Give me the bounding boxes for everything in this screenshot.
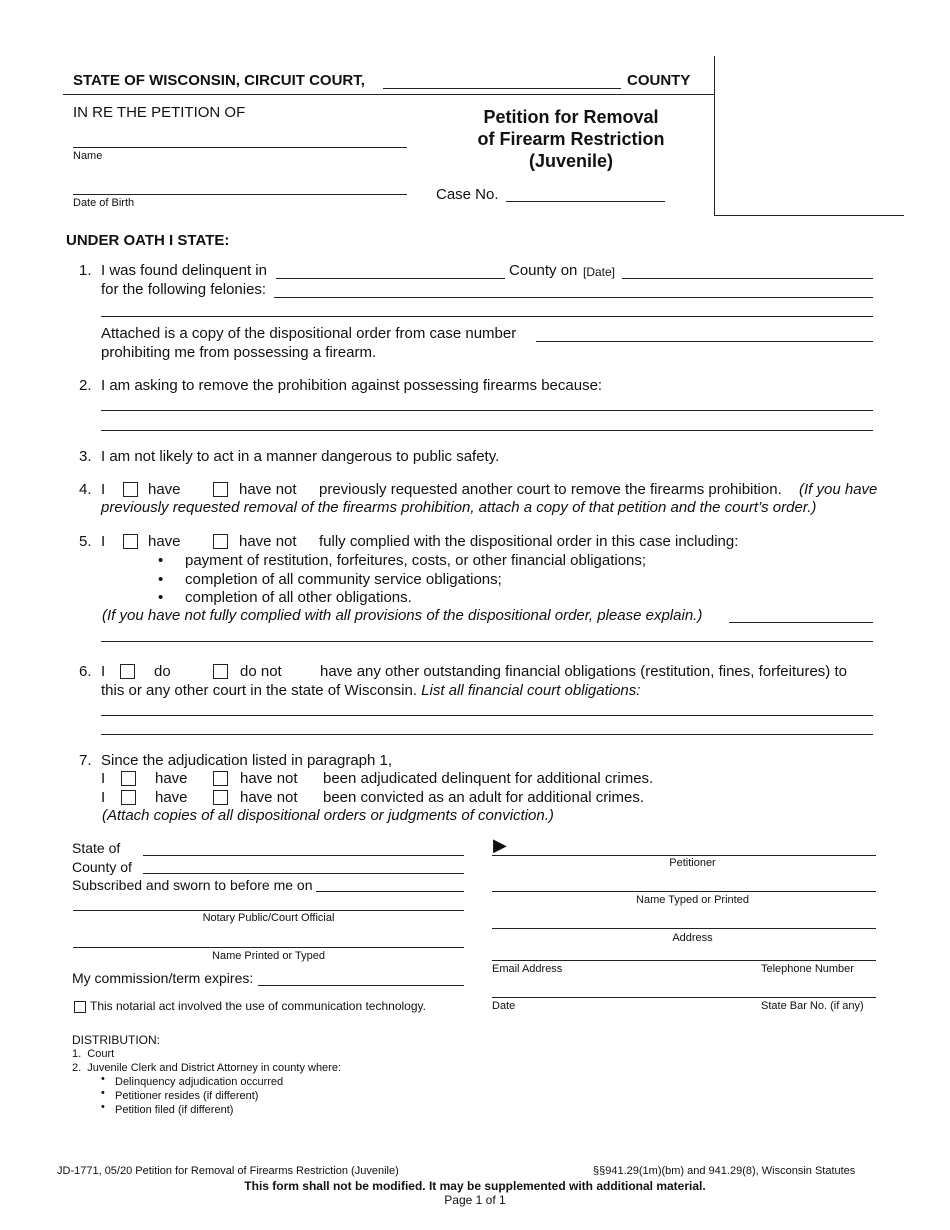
p2-reason-field-2[interactable] — [101, 430, 873, 431]
subscribed-date-field[interactable] — [316, 891, 464, 892]
p6-line-2 — [101, 682, 640, 699]
p1-date-label: [Date] — [583, 265, 616, 279]
p4-have-label: have — [148, 481, 181, 498]
p7-row1-have-checkbox[interactable] — [121, 771, 136, 786]
p7-row1-have-not-checkbox[interactable] — [213, 771, 228, 786]
p1-attached: Attached is a copy of the dispositional order from case number — [101, 325, 517, 342]
bar-number-label: State Bar No. (if any) — [761, 1000, 864, 1012]
title-line-1: Petition for Removal — [483, 107, 659, 127]
p1-felonies-field[interactable] — [274, 297, 873, 298]
p1-county-field[interactable] — [276, 278, 505, 279]
p2-number: 2. — [79, 377, 92, 394]
case-no-field[interactable] — [506, 201, 665, 202]
form-title — [430, 106, 712, 172]
distribution-bullet-dot: • — [101, 1101, 105, 1113]
distribution-item-1: 1. Court — [72, 1048, 115, 1060]
p1-date-field[interactable] — [622, 278, 873, 279]
p5-have-checkbox[interactable] — [123, 534, 138, 549]
petitioner-label: Petitioner — [669, 857, 716, 869]
name-field[interactable] — [73, 147, 407, 148]
p5-have-not-checkbox[interactable] — [213, 534, 228, 549]
distribution-bullet-1: Delinquency adjudication occurred — [115, 1076, 284, 1088]
p4-have-checkbox[interactable] — [123, 482, 138, 497]
p5-bullet-1: payment of restitution, forfeitures, costs, or other financial obligations; — [185, 552, 647, 569]
p6-i: I — [101, 663, 106, 680]
p1-county-on: County on — [509, 262, 578, 279]
petitioner-signature-field[interactable] — [492, 855, 876, 856]
page-number: Page 1 of 1 — [444, 1193, 506, 1207]
notary-signature-field[interactable] — [73, 910, 464, 911]
name-label: Name — [73, 150, 103, 162]
address-field[interactable] — [492, 928, 876, 929]
telephone-label: Telephone Number — [761, 963, 854, 975]
distribution-bullet-3: Petition filed (if different) — [115, 1104, 234, 1116]
p6-line-2-text: this or any other court in the state of Wisconsin. — [101, 682, 417, 699]
p7-row2-have-not-checkbox[interactable] — [213, 790, 228, 805]
statutes: §§941.29(1m)(bm) and 941.29(8), Wisconsin Statutes — [593, 1165, 856, 1177]
county-label: COUNTY — [627, 72, 691, 89]
p5-i: I — [101, 533, 106, 550]
county-of-label: County of — [72, 859, 132, 875]
name-typed-label: Name Typed or Printed — [636, 894, 749, 906]
commission-label: My commission/term expires: — [72, 970, 254, 986]
court-line: STATE OF WISCONSIN, CIRCUIT COURT, — [73, 72, 365, 89]
p4-italic-2: previously requested removal of the firearms prohibition, attach a copy of that petition and the court’s order.) — [101, 499, 817, 516]
p4-italic-1: (If you have — [799, 481, 878, 498]
distribution-bullet-dot: • — [101, 1073, 105, 1085]
p7-row1-have-not-label: have not — [240, 770, 298, 787]
form-id: JD-1771, 05/20 Petition for Removal of Firearms Restriction (Juvenile) — [57, 1165, 399, 1177]
p5-text: fully complied with the dispositional order in this case including: — [319, 533, 739, 550]
p7-row2-i: I — [101, 789, 106, 806]
p4-have-not-checkbox[interactable] — [213, 482, 228, 497]
date-label: Date — [492, 1000, 516, 1012]
oath-heading: UNDER OATH I STATE: — [66, 232, 230, 249]
distribution-bullet-dot: • — [101, 1087, 105, 1099]
p6-do-not-label: do not — [240, 663, 282, 680]
contact-field[interactable] — [492, 960, 876, 961]
p5-have-label: have — [148, 533, 181, 550]
p7-row1-i: I — [101, 770, 106, 787]
dob-field[interactable] — [73, 194, 407, 195]
p6-obligations-field-2[interactable] — [101, 734, 873, 735]
distribution-heading: DISTRIBUTION: — [72, 1033, 161, 1047]
case-no-label: Case No. — [436, 186, 499, 203]
notary-name-field[interactable] — [73, 947, 464, 948]
p4-text: previously requested another court to remove the firearms prohibition. — [319, 481, 782, 498]
petitioner-name-field[interactable] — [492, 891, 876, 892]
p1-number: 1. — [79, 262, 92, 279]
dob-label: Date of Birth — [73, 197, 135, 209]
email-label: Email Address — [492, 963, 563, 975]
p7-row2-have-checkbox[interactable] — [121, 790, 136, 805]
p7-row1-have-label: have — [155, 770, 188, 787]
tech-checkbox[interactable] — [74, 1001, 86, 1013]
distribution-item-2: 2. Juvenile Clerk and District Attorney in county where: — [72, 1062, 342, 1074]
subscribed-label: Subscribed and sworn to before me on — [72, 877, 313, 893]
p4-have-not-label: have not — [239, 481, 297, 498]
p6-italic: List all financial court obligations: — [421, 682, 641, 699]
p7-row2-text: been convicted as an adult for additional crimes. — [323, 789, 645, 806]
p6-text: have any other outstanding financial obligations (restitution, fines, forfeitures) to — [320, 663, 847, 680]
p1-felonies-field-2[interactable] — [101, 316, 873, 317]
p7-number: 7. — [79, 752, 92, 769]
p5-bullet-dot: • — [158, 552, 164, 569]
p1-case-number-field[interactable] — [536, 341, 873, 342]
p5-have-not-label: have not — [239, 533, 297, 550]
p7-italic: (Attach copies of all dispositional orders or judgments of conviction.) — [102, 807, 554, 824]
p1-text: I was found delinquent in — [101, 262, 267, 279]
p1-prohibiting: prohibiting me from possessing a firearm. — [101, 344, 377, 361]
distribution-bullet-2: Petitioner resides (if different) — [115, 1090, 259, 1102]
state-of-label: State of — [72, 840, 121, 856]
commission-field[interactable] — [258, 985, 464, 986]
p7-row2-have-not-label: have not — [240, 789, 298, 806]
p2-text: I am asking to remove the prohibition against possessing firearms because: — [101, 377, 603, 394]
state-of-field[interactable] — [143, 855, 464, 856]
p5-explain-field[interactable] — [729, 622, 873, 623]
tech-label: This notarial act involved the use of communication technology. — [90, 999, 426, 1013]
header-right-rule — [714, 215, 904, 216]
p6-do-checkbox[interactable] — [120, 664, 135, 679]
notary-official-label: Notary Public/Court Official — [202, 912, 335, 924]
p5-bullet-3: completion of all other obligations. — [185, 589, 412, 606]
county-name-field[interactable] — [383, 88, 621, 89]
county-of-field[interactable] — [143, 873, 464, 874]
p6-number: 6. — [79, 663, 92, 680]
notary-name-label: Name Printed or Typed — [212, 950, 325, 962]
p7-row1-text: been adjudicated delinquent for additional crimes. — [323, 770, 654, 787]
header-divider — [63, 94, 715, 95]
p1-felonies-label: for the following felonies: — [101, 281, 267, 298]
title-line-2: of Firearm Restriction — [477, 129, 665, 149]
p5-explain: (If you have not fully complied with all provisions of the dispositional order, please explain.) — [102, 607, 703, 624]
p5-bullet-dot: • — [158, 589, 164, 606]
address-label: Address — [672, 932, 713, 944]
p5-number: 5. — [79, 533, 92, 550]
p6-do-not-checkbox[interactable] — [213, 664, 228, 679]
p3-text: I am not likely to act in a manner dangerous to public safety. — [101, 448, 500, 465]
p5-explain-field-2[interactable] — [101, 641, 873, 642]
in-re-label: IN RE THE PETITION OF — [73, 104, 246, 121]
p5-bullet-dot: • — [158, 571, 164, 588]
p6-obligations-field-1[interactable] — [101, 715, 873, 716]
date-bar-field[interactable] — [492, 997, 876, 998]
title-line-3: (Juvenile) — [528, 151, 614, 171]
header-vertical-rule — [714, 56, 715, 216]
p5-bullet-2: completion of all community service obligations; — [185, 571, 502, 588]
p4-number: 4. — [79, 481, 92, 498]
p7-row2-have-label: have — [155, 789, 188, 806]
p3-number: 3. — [79, 448, 92, 465]
sign-here-arrow-icon: ▶ — [493, 835, 507, 855]
p2-reason-field-1[interactable] — [101, 410, 873, 411]
p4-i: I — [101, 481, 106, 498]
footer-notice: This form shall not be modified. It may be supplemented with additional material. — [244, 1179, 706, 1193]
p6-do-label: do — [154, 663, 171, 680]
p7-intro: Since the adjudication listed in paragraph 1, — [101, 752, 393, 769]
